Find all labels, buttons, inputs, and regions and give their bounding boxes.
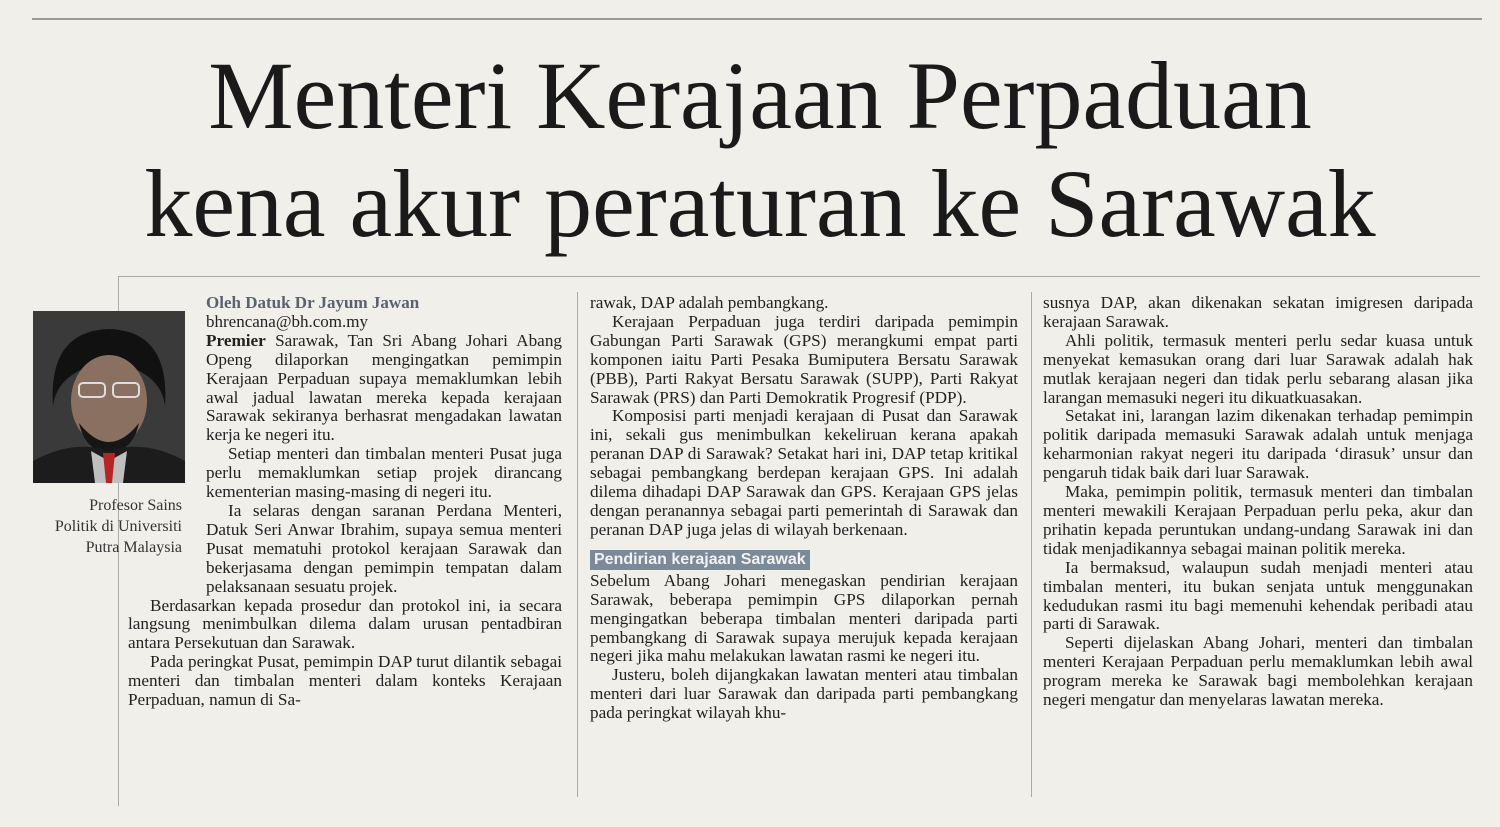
caption-line: Putra Malaysia: [85, 539, 182, 556]
paragraph: Setiap menteri dan timbalan menteri Pusat juga perlu memaklumkan setiap projek dirancang kementerian masing-masing di negeri itu.: [206, 444, 562, 502]
byline-block: [128, 294, 562, 597]
byline: Oleh Datuk Dr Jayum Jawan: [206, 293, 420, 312]
paragraph: Kerajaan Perpaduan juga terdiri daripada pemimpin Gabungan Parti Sarawak (GPS) merangkumi empat parti komponen iaitu Parti Pesaka Bumiputera Bersatu Sarawak (PBB), Parti Rakyat Bersatu Sarawak (SUPP), Parti Rakyat Sarawak (PRS) dan Parti Demokratik Progresif (PDP).: [590, 311, 1018, 407]
paragraph: Maka, pemimpin politik, termasuk menteri dan timbalan menteri mewakili Kerajaan Perpaduan perlu peka, akur dan prihatin kepada peruntukan undang-undang Sarawak ini dan tidak menjadikannya sebagai mainan politik mereka.: [1043, 482, 1473, 558]
paragraph: Setakat ini, larangan lazim dikenakan terhadap pemimpin politik daripada memasuki Sarawak adalah untuk menjaga keharmonian rakyat negeri itu daripada ‘dirasuk’ unsur dan pengaruh tidak baik dari luar Sarawak.: [1043, 406, 1473, 483]
paragraph: Justeru, boleh dijangkakan lawatan menteri atau timbalan menteri dari luar Sarawak dan daripada parti pembangkang pada peringkat wilayah khu-: [590, 665, 1018, 723]
author-email: bhrencana@bh.com.my: [206, 311, 368, 331]
article-top-rule: [118, 276, 1480, 277]
paragraph: Pada peringkat Pusat, pemimpin DAP turut dilantik sebagai menteri dan timbalan menteri dalam konteks Kerajaan Perpaduan, namun di Sa-: [128, 652, 562, 710]
column-divider-2: [1031, 292, 1032, 797]
paragraph: Ia bermaksud, walaupun sudah menjadi menteri atau timbalan menteri, itu bukan senjata untuk menggunakan kedudukan rasmi itu bagi memenuhi kehendak peribadi atau parti di Sarawak.: [1043, 557, 1473, 634]
paragraph: Seperti dijelaskan Abang Johari, menteri dan timbalan menteri Kerajaan Perpaduan perlu memaklumkan lebih awal program mereka ke Sarawak bagi membolehkan kerajaan negeri mengatur dan menyelaras lawatan mereka.: [1043, 633, 1473, 710]
column-1: [128, 294, 562, 710]
column-2: [590, 294, 1018, 723]
paragraph: Sebelum Abang Johari menegaskan pendirian kerajaan Sarawak, beberapa pemimpin GPS dilaporkan pernah mengingatkan beberapa timbalan menteri daripada parti pembangkang di Sarawak supaya merujuk kepada kerajaan negeri jika mahu melakukan lawatan rasmi ke negeri itu.: [590, 570, 1018, 666]
paragraph: Berdasarkan kepada prosedur dan protokol ini, ia secara langsung menimbulkan dilema dalam urusan pentadbiran antara Persekutuan dan Sarawak.: [128, 595, 562, 653]
subheading: Pendirian kerajaan Sarawak: [590, 550, 810, 570]
caption-line: Profesor Sains: [89, 497, 182, 514]
headline-line-1: Menteri Kerajaan Perpaduan: [208, 42, 1312, 149]
paragraph: susnya DAP, akan dikenakan sekatan imigresen daripada kerajaan Sarawak.: [1043, 293, 1473, 331]
top-rule: [32, 18, 1482, 20]
lead-word: Premier: [206, 330, 266, 350]
column-divider-1: [577, 292, 578, 797]
headline-line-2: kena akur peraturan ke Sarawak: [144, 150, 1376, 257]
paragraph: Komposisi parti menjadi kerajaan di Pusat dan Sarawak ini, sekali gus menimbulkan kekeliruan kerana apakah peranan DAP di Sarawak? Setakat hari ini, DAP tetap kritikal sebagai pembangkang berdepan kerajaan GPS. Ini adalah dilema dihadapi DAP Sarawak dan GPS. Kerajaan GPS jelas dengan peranannya sebagai parti pemerintah di Sarawak dan peranan DAP juga jelas di wilayah berkenaan.: [590, 406, 1018, 539]
paragraph: Ahli politik, termasuk menteri perlu sedar kuasa untuk menyekat kemasukan orang dari luar Sarawak adalah hak mutlak kerajaan negeri dan tidak perlu sebarang alasan jika larangan memasuki negeri itu dikuatkuasakan.: [1043, 330, 1473, 407]
paragraph: rawak, DAP adalah pembangkang.: [590, 293, 829, 312]
caption-line: Politik di Universiti: [54, 518, 182, 535]
paragraph-text: Sarawak, Tan Sri Abang Johari Abang Openg dilaporkan mengingatkan pemimpin Kerajaan Perpaduan supaya memaklumkan lebih awal jadual lawatan mereka kepada kerajaan Sarawak sekiranya berhasrat mengadakan lawatan kerja ke negeri itu.: [206, 330, 563, 445]
headline: [60, 42, 1460, 258]
column-3: [1043, 294, 1473, 710]
paragraph: [206, 332, 562, 445]
paragraph: Ia selaras dengan saranan Perdana Menteri, Datuk Seri Anwar Ibrahim, supaya semua menteri Pusat mematuhi protokol kerajaan Sarawak dan bekerjasama dengan pemimpin tempatan dalam pelaksanaan sesuatu projek.: [206, 500, 562, 596]
